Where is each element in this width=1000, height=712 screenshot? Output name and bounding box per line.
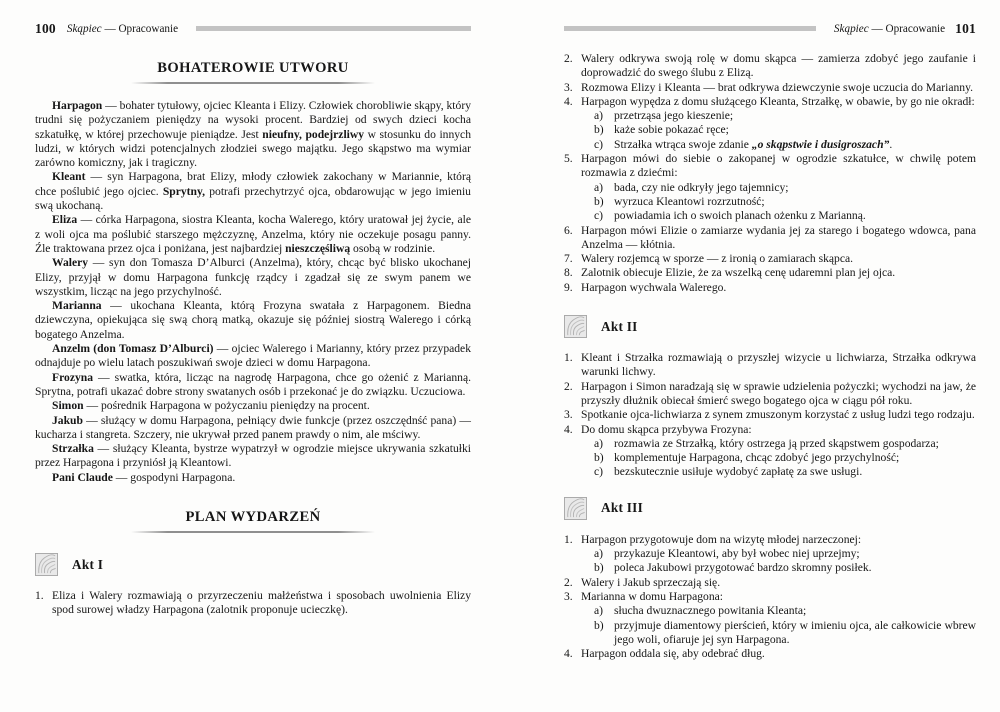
list-text: Walery i Jakub sprzeczają się. xyxy=(581,575,721,589)
page-header-left xyxy=(35,21,471,36)
header-bar xyxy=(564,26,816,31)
character-paragraph-marianna: Marianna — ukochana Kleanta, którą Frozyna swatała z Harpagonem. Biedna dziewczyna, opiekująca się swą chorą matką, okazuje się później siostrą Walerego i córką bogatego Anzelma. xyxy=(35,299,471,341)
list-item xyxy=(564,224,976,253)
sub-list-item xyxy=(594,138,976,152)
list-item xyxy=(564,380,976,409)
list-item xyxy=(564,408,976,422)
list-number: 2. xyxy=(564,575,573,589)
character-paragraph-frozyna: Frozyna — swatka, która, licząc na nagrodę Harpagona, chce go ożenić z Marianną. Sprytna, potrafi ukazać dobre strony swatanych osób i przekonać je do związku. Uczuciowa. xyxy=(35,370,471,398)
swirl-stamp-icon xyxy=(564,497,587,520)
sub-list-item xyxy=(594,561,976,575)
character-paragraph-pani-claude: Pani Claude — gospodyni Harpagona. xyxy=(52,470,236,484)
sub-list-item xyxy=(594,123,976,137)
list-item xyxy=(35,589,471,618)
sub-list-item xyxy=(594,619,976,648)
character-paragraph-simon: Simon — pośrednik Harpagona w pożyczaniu pieniędzy na procent. xyxy=(52,399,370,413)
running-title: Skąpiec — Opracowanie xyxy=(66,22,179,35)
sub-list-letter: a) xyxy=(594,547,604,561)
list-number: 7. xyxy=(564,252,573,266)
sub-list-text: bezskutecznie usiłuje wydobyć zapłatę za swe usługi. xyxy=(614,465,863,479)
act1-label: Akt I xyxy=(72,556,104,572)
sub-list-text: bada, czy nie odkryły jego tajemnicy; xyxy=(614,180,789,194)
page-number: 101 xyxy=(955,20,976,36)
sub-list-text: przykazuje Kleantowi, aby był wobec niej uprzejmy; xyxy=(614,547,860,561)
sub-list-letter: b) xyxy=(594,194,604,208)
list-text: Kleant i Strzałka rozmawiają o przyszłej wizycie u lichwiarza, Strzałka odkrywa warunki lichwy. xyxy=(581,351,976,379)
list-text: Walery odkrywa swoją rolę w domu skąpca — zamierza zdobyć jego zaufanie i doprowadzić do swego ślubu z Elizą. xyxy=(581,52,976,80)
character-paragraph-eliza: Eliza — córka Harpagona, siostra Kleanta, kocha Walerego, który uratował jej życie, ale z woli ojca ma poślubić starszego mężczyznę, Anzelma, który nie oczekuje posagu panny. Źle traktowana przez ojca i poniżana, jest najbardziej nieszczęśliwą osobą w rodzinie. xyxy=(35,213,471,255)
list-number: 4. xyxy=(564,647,573,661)
list-number: 4. xyxy=(564,422,573,436)
list-number: 2. xyxy=(564,379,573,393)
list-item xyxy=(564,252,976,266)
sub-list-text: rozmawia ze Strzałką, który ostrzega ją przed skąpstwem gospodarza; xyxy=(614,436,939,450)
list-text: Harpagon mówi Elizie o zamiarze wydania jej za starego i bogatego wdowca, pana Anzelma — kłótnia. xyxy=(581,223,976,251)
list-text: Harpagon oddala się, aby odebrać dług. xyxy=(581,647,765,661)
sub-list-item xyxy=(594,181,976,195)
list-item xyxy=(564,95,976,109)
sub-list-item xyxy=(594,451,976,465)
list-item xyxy=(564,266,976,280)
list-number: 3. xyxy=(564,80,573,94)
list-number: 8. xyxy=(564,266,573,280)
list-number: 6. xyxy=(564,223,573,237)
page-right xyxy=(564,0,976,661)
character-paragraph-harpagon: Harpagon — bohater tytułowy, ojciec Kleanta i Elizy. Człowiek chorobliwie skąpy, który trudni się pożyczaniem pieniędzy na wysoki procent. Bardziej od swych dzieci kocha szkatułkę, w której przechowuje pieniądze. Jest nieufny, podejrzliwy w stosunku do innych ludzi, w których widzi potencjalnych złodziei swego majątku. Jego skąpstwo ma wymiar zarówno komiczny, jak i tragiczny. xyxy=(35,99,472,170)
list-text: Harpagon i Simon naradzają się w sprawie udzielenia pożyczki; wychodzi na jaw, że przyszły dłużnik obiecał śmierć swego bogatego ojca w ciągu pół roku. xyxy=(581,379,976,407)
heading-rule xyxy=(131,531,375,533)
sub-list-letter: c) xyxy=(594,465,604,479)
list-number: 9. xyxy=(564,280,573,294)
sub-list-text: słucha dwuznacznego powitania Kleanta; xyxy=(614,604,807,618)
swirl-stamp-icon xyxy=(564,315,587,338)
list-number: 1. xyxy=(564,532,573,546)
sub-list-letter: b) xyxy=(594,451,604,465)
header-bar xyxy=(196,26,471,31)
sub-list-item xyxy=(594,604,976,618)
character-paragraph-kleant: Kleant — syn Harpagona, brat Elizy, młody człowiek zakochany w Mariannie, którą chce poślubić jego ojciec. Sprytny, potrafi przechytrzyć ojca, obdarowując w jego imieniu swą ukochaną. xyxy=(35,170,471,213)
sub-list-item xyxy=(594,195,976,209)
list-text: Harpagon przygotowuje dom na wizytę młodej narzeczonej: xyxy=(581,532,862,546)
list-text: Rozmowa Elizy i Kleanta — brat odkrywa dziewczynie swoje uczucia do Marianny. xyxy=(581,80,974,94)
section-heading-plan: PLAN WYDARZEŃ xyxy=(185,509,321,526)
sub-list-text: komplementuje Harpagona, chcąc zdobyć jego przychylność; xyxy=(614,451,900,465)
character-paragraph-jakub: Jakub — służący w domu Harpagona, pełniący dwie funkcje (przez oszczędnść pana) — kucharza i stangreta. Szczery, nie ukrywał przed panem prawdy o nim, ale mściwy. xyxy=(35,413,471,441)
act1-header xyxy=(35,553,471,576)
sub-list-text: każe sobie pokazać ręce; xyxy=(614,123,729,137)
page-left xyxy=(35,0,471,618)
sub-list-text: przyjmuje diamentowy pierścień, który w imieniu ojca, ale całkowicie wbrew jego woli, ofiaruje jej syn Harpagona. xyxy=(614,618,976,646)
act2-items xyxy=(564,351,976,480)
list-item xyxy=(564,576,976,590)
list-item xyxy=(564,152,976,181)
act3-header xyxy=(564,497,976,520)
list-item xyxy=(564,52,976,81)
sub-list-text: przetrząsa jego kieszenie; xyxy=(614,109,734,123)
running-title: Skąpiec — Opracowanie xyxy=(833,22,946,35)
list-item xyxy=(564,533,976,547)
list-number: 4. xyxy=(564,94,573,108)
sub-list-letter: c) xyxy=(594,137,604,151)
list-text: Harpagon wychwala Walerego. xyxy=(581,280,727,294)
sub-list-item xyxy=(594,547,976,561)
sub-list-text: poleca Jakubowi przygotować bardzo skromny posiłek. xyxy=(614,561,872,575)
list-item xyxy=(564,81,976,95)
sub-list-letter: a) xyxy=(594,604,604,618)
page-number: 100 xyxy=(35,20,56,36)
list-number: 3. xyxy=(564,408,573,422)
list-text: Zalotnik obiecuje Elizie, że za wszelką cenę udaremni plan jej ojca. xyxy=(581,266,896,280)
sub-list-letter: b) xyxy=(594,618,604,632)
list-item xyxy=(564,423,976,437)
list-text: Do domu skąpca przybywa Frozyna: xyxy=(581,422,752,436)
list-item xyxy=(564,281,976,295)
sub-list-letter: a) xyxy=(594,436,604,450)
list-number: 1. xyxy=(35,589,44,603)
list-number: 5. xyxy=(564,152,573,166)
sub-list-letter: a) xyxy=(594,180,604,194)
sub-list-letter: a) xyxy=(594,109,604,123)
sub-list-letter: c) xyxy=(594,209,604,223)
sub-list-letter: b) xyxy=(594,561,604,575)
section-heading-characters: BOHATEROWIE UTWORU xyxy=(157,60,349,76)
sub-list-text: Strzałka wtrąca swoje zdanie „o skąpstwie i dusigroszach”. xyxy=(614,137,893,151)
act2-header xyxy=(564,315,976,338)
sub-list-item xyxy=(594,437,976,451)
list-text: Harpagon wypędza z domu służącego Kleanta, Strzałkę, w obawie, by go nie okradł: xyxy=(581,94,975,108)
sub-list-item xyxy=(594,465,976,479)
sub-list-item xyxy=(594,109,976,123)
list-item xyxy=(564,590,976,604)
act3-label: Akt III xyxy=(601,500,644,516)
character-paragraph-walery: Walery — syn don Tomasza D’Alburci (Anzelma), który, chcąc być blisko ukochanej Elizy, przyjął w domu Harpagona funkcję rządcy i zgadzał się ze swym panem we wszystkim, licząc na jego przychylność. xyxy=(35,256,471,298)
list-text: Walery rozjemcą w sporze — z ironią o zamiarach skąpca. xyxy=(581,252,854,266)
act3-items xyxy=(564,533,976,662)
list-text: Eliza i Walery rozmawiają o przyrzeczeniu małżeństwa i sposobach uwolnienia Elizy spod surowej władzy Harpagona (zalotnik proponuje ucieczkę). xyxy=(52,589,471,617)
list-text: Harpagon mówi do siebie o zakopanej w ogrodzie szkatułce, w chwilę potem rozmawia z dziećmi: xyxy=(581,152,976,180)
list-text: Marianna w domu Harpagona: xyxy=(581,589,723,603)
sub-list-text: powiadamia ich o swoich planach ożenku z Marianną. xyxy=(614,209,866,223)
swirl-stamp-icon xyxy=(35,553,58,576)
heading-rule xyxy=(131,82,375,84)
character-paragraph-strzalka: Strzałka — służący Kleanta, bystrze wypatrzył w ogrodzie miejsce ukrywania szkatułki przez Harpagona i przyniósł ją Kleantowi. xyxy=(35,442,471,470)
page-header-right xyxy=(564,21,976,36)
list-item xyxy=(564,647,976,661)
sub-list-text: wyrzuca Kleantowi rozrzutność; xyxy=(614,194,765,208)
act1-items-continued xyxy=(564,52,976,295)
list-number: 1. xyxy=(564,351,573,365)
list-number: 2. xyxy=(564,52,573,65)
character-paragraph-anzelm: Anzelm (don Tomasz D’Alburci) — ojciec Walerego i Marianny, który przez przypadek odnajduje po wielu latach poszukiwań swoje dzieci w domu Harpagona. xyxy=(35,342,471,370)
sub-list-letter: b) xyxy=(594,123,604,137)
act2-label: Akt II xyxy=(601,318,638,334)
list-item xyxy=(564,351,976,380)
list-text: Spotkanie ojca-lichwiarza z synem zmuszonym korzystać z usług ludzi tego rodzaju. xyxy=(581,408,975,422)
list-number: 3. xyxy=(564,589,573,603)
sub-list-item xyxy=(594,209,976,223)
